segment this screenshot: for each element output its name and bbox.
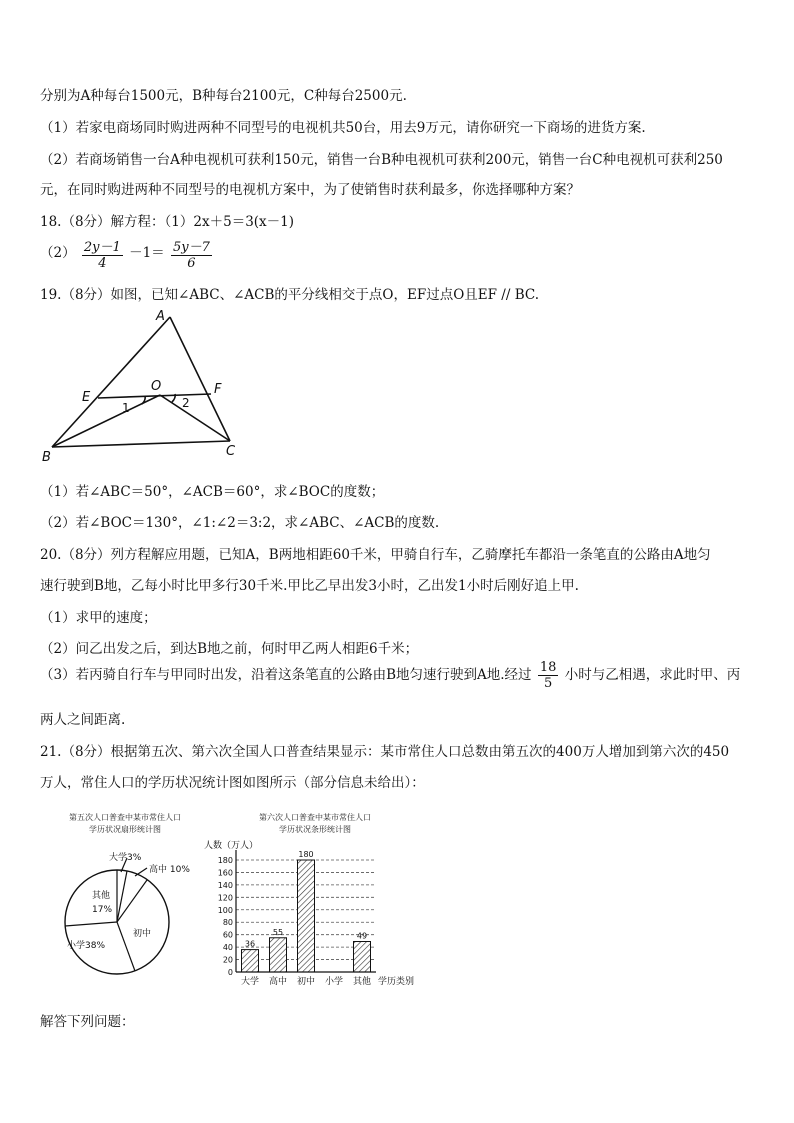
bar-value-label: 49 — [356, 931, 368, 941]
label-E: E — [82, 390, 91, 405]
label-F: F — [214, 382, 222, 397]
q18-frac1-numerator: 2y－1 — [82, 236, 123, 256]
question-20-part-3-continued: 两人之间距离. — [40, 712, 126, 728]
text-line-p4: 元，在同时购进两种不同型号的电视机方案中，为了使销售时获利最多，你选择哪种方案？ — [40, 182, 580, 198]
edge-BC — [52, 441, 230, 447]
question-18: 18.（8分）解方程：（1）2x＋5＝3(x－1) — [40, 214, 295, 230]
pie-label-primary: 小学38% — [67, 941, 106, 951]
question-21-continued: 万人，常住人口的学历状况统计图如图所示（部分信息未给出）： — [40, 775, 425, 791]
bar-y-tick-label: 40 — [222, 943, 233, 953]
q20-part3-text-b: 小时与乙相遇，求此时甲、丙 — [564, 667, 741, 683]
bar-y-tick-label: 20 — [222, 955, 233, 965]
q18-fraction-right — [171, 236, 212, 271]
bar-y-tick-label: 160 — [217, 868, 233, 878]
pie-title-line-1: 第五次人口普查中某市常住人口 — [69, 813, 181, 822]
bar-y-tick-label: 180 — [217, 856, 233, 865]
question-19-part-2: （2）若∠BOC＝130°，∠1:∠2＝3:2，求∠ABC、∠ACB的度数. — [40, 515, 440, 531]
pie-title-line-2: 学历状况扇形统计图 — [89, 825, 161, 834]
question-20-part-2: （2）问乙出发之后，到达B地之前，何时甲乙两人相距6千米； — [40, 641, 419, 657]
bar-y-tick-label: 0 — [227, 968, 233, 977]
q18-fraction-left — [82, 236, 123, 271]
bar-category-label: 高中 — [268, 977, 288, 987]
text-line-p2: （1）若家电商场同时购进两种不同型号的电视机共50台，用去9万元，请你研究一下商场的进货方案. — [40, 120, 646, 136]
bar-1 — [270, 938, 287, 972]
q18-part2-prefix: （2） — [40, 245, 76, 261]
pie-label-other-pct: 17% — [92, 905, 113, 915]
q18-frac1-denominator: 4 — [98, 256, 107, 271]
bar-x-axis-label: 学历类别 — [378, 977, 415, 987]
pie-chart — [45, 808, 215, 983]
answer-prompt: 解答下列问题： — [40, 1014, 135, 1030]
question-20: 20.（8分）列方程解应用题，已知A，B两地相距60千米，甲骑自行车，乙骑摩托车都沿一条笔直的公路由A地匀 — [40, 547, 711, 563]
label-B: B — [42, 450, 51, 465]
bar-y-axis-label: 人数（万人） — [204, 841, 259, 851]
label-O: O — [151, 379, 162, 394]
bar-category-label: 小学 — [324, 977, 344, 987]
bar-y-tick-label: 60 — [222, 930, 233, 940]
q18-frac2-denominator: 6 — [187, 256, 196, 271]
question-20-part-1: （1）求甲的速度； — [40, 610, 157, 626]
pie-pointer-high — [135, 868, 147, 876]
bar-title-line-1: 第六次人口普查中某市常住人口 — [259, 813, 371, 822]
bar-2 — [298, 860, 315, 972]
bar-y-tick-label: 100 — [217, 905, 233, 915]
q20-part3-frac-numerator: 18 — [539, 660, 557, 675]
question-19-part-1: （1）若∠ABC＝50°，∠ACB＝60°，求∠BOC的度数； — [40, 484, 385, 500]
question-18-part-2 — [40, 236, 214, 271]
bar-y-tick-label: 120 — [217, 893, 233, 903]
question-20-part-3 — [40, 660, 740, 691]
bar-0 — [242, 950, 259, 972]
bar-category-label: 初中 — [296, 977, 316, 987]
edge-AC — [170, 317, 230, 441]
q20-part3-frac-denominator: 5 — [543, 676, 553, 691]
pie-label-high: 高中 10% — [149, 865, 190, 875]
bar-value-label: 36 — [244, 939, 256, 949]
label-angle-1: 1 — [122, 401, 130, 415]
q20-part3-text-a: （3）若丙骑自行车与甲同时出发，沿着这条笔直的公路由B地匀速行驶到A地.经过 — [40, 667, 532, 683]
label-A: A — [156, 309, 165, 324]
bar-value-label: 180 — [298, 850, 314, 859]
bar-y-tick-label: 80 — [222, 918, 233, 928]
q18-middle: －1＝ — [129, 245, 165, 261]
text-line-p1: 分别为A种每台1500元，B种每台2100元，C种每台2500元. — [40, 88, 407, 104]
q18-frac2-numerator: 5y－7 — [171, 236, 212, 256]
bar-4 — [354, 942, 371, 972]
pie-label-other: 其他 — [92, 891, 111, 901]
triangle-figure — [40, 305, 250, 465]
question-21: 21.（8分）根据第五次、第六次全国人口普查结果显示：某市常住人口总数由第五次的400万人增加到第六次的450 — [40, 744, 730, 760]
question-20-continued: 速行驶到B地，乙每小时比甲多行30千米.甲比乙早出发3小时，乙出发1小时后刚好追上甲. — [40, 578, 579, 594]
bar-title-line-2: 学历状况条形统计图 — [279, 825, 351, 834]
pie-label-college: 大学3% — [109, 853, 142, 863]
question-19: 19.（8分）如图，已知∠ABC、∠ACB的平分线相交于点O，EF过点O且EF // BC. — [40, 287, 539, 303]
bar-value-label: 55 — [272, 927, 284, 937]
bar-category-label: 大学 — [240, 977, 260, 987]
label-angle-2: 2 — [182, 396, 190, 410]
text-line-p3: （2）若商场销售一台A种电视机可获利150元，销售一台B种电视机可获利200元，销售一台C种电视机可获利250 — [40, 152, 723, 168]
q20-part3-fraction — [538, 660, 559, 691]
bar-category-label: 其他 — [352, 977, 372, 987]
bar-chart — [200, 808, 425, 988]
label-C: C — [226, 444, 236, 459]
pie-label-middle: 初中 — [133, 929, 152, 939]
bar-y-tick-label: 140 — [217, 880, 233, 890]
